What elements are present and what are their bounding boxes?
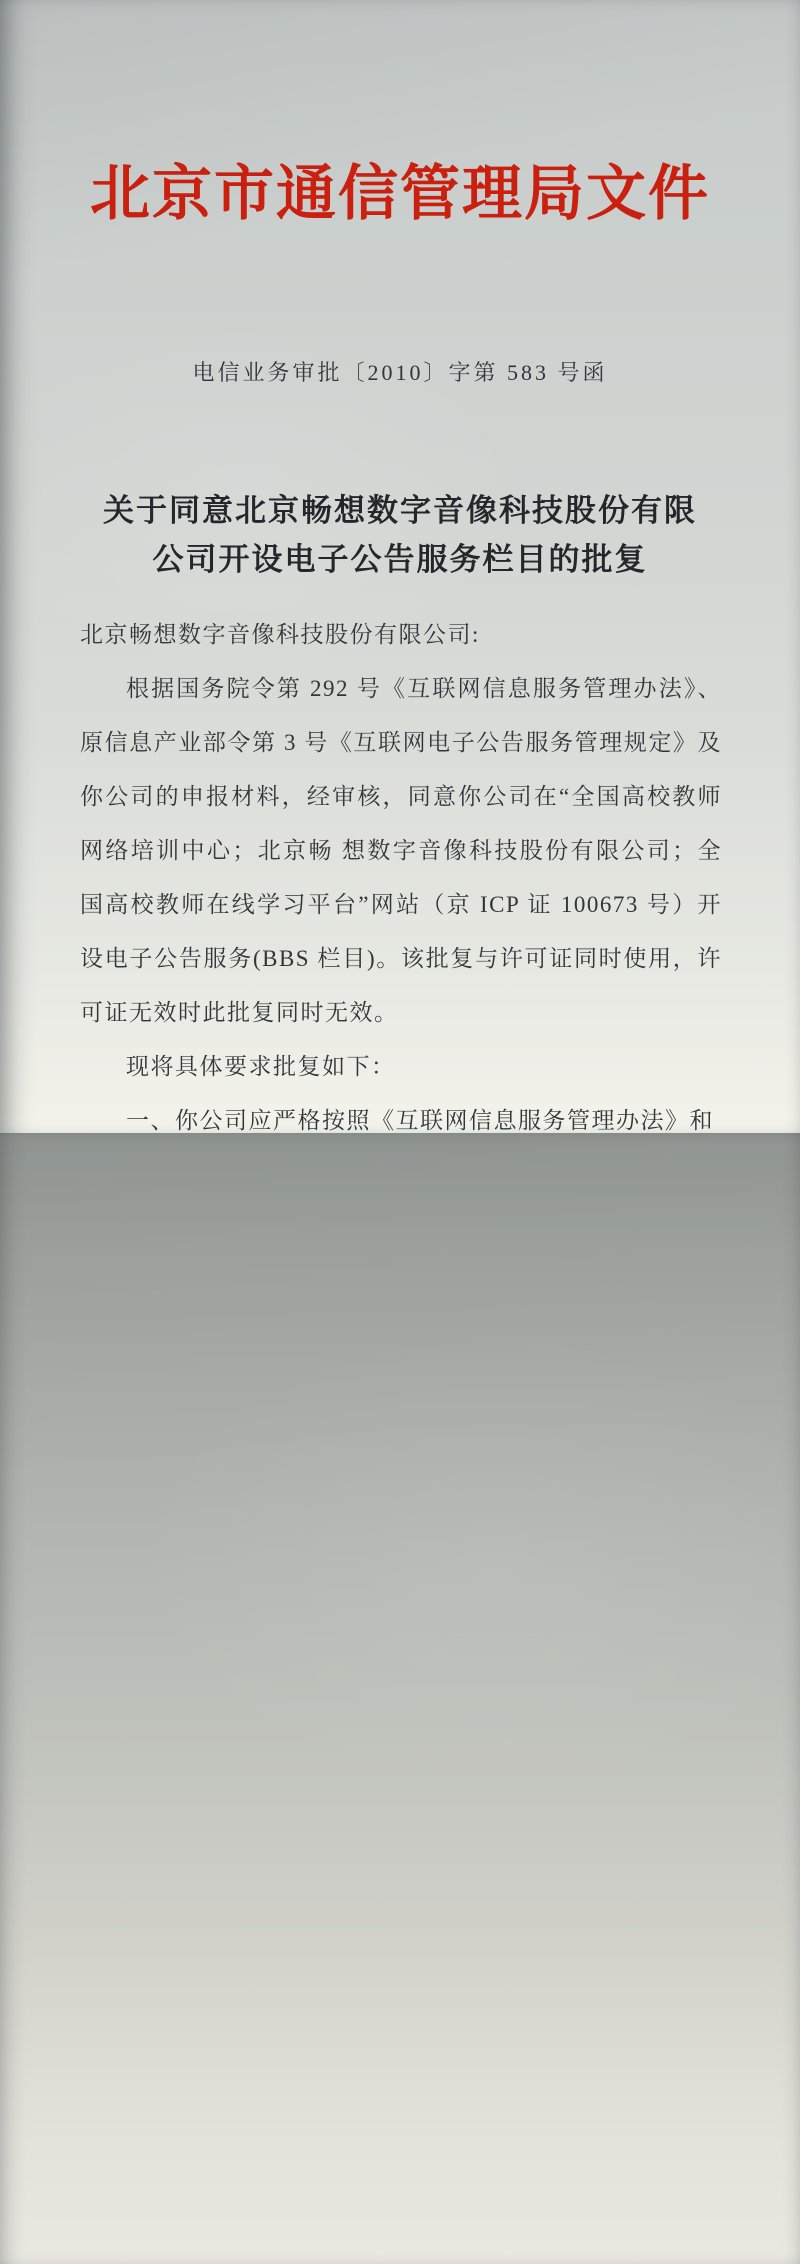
document-number: 电信业务审批〔2010〕字第 583 号函 (192, 360, 608, 385)
document-title-line1: 关于同意北京畅想数字音像科技股份有限 (103, 493, 697, 528)
salutation: 北京畅想数字音像科技股份有限公司: (80, 622, 480, 647)
page1-paragraph-3: 一、你公司应严格按照《互联网信息服务管理办法》和 (126, 1108, 714, 1133)
document-title-line2: 公司开设电子公告服务栏目的批复 (152, 542, 648, 577)
page2-photo (0, 1133, 800, 2264)
page1-paragraph-2: 现将具体要求批复如下： (126, 1054, 396, 1079)
page1-body (80, 608, 722, 1133)
document-title (40, 486, 760, 584)
page1-paragraph-1: 根据国务院令第 292 号《互联网信息服务管理办法》、原信息产业部令第 3 号《互联网电子公告服务管理规定》及你公司的申报材料，经审核，同意你公司在“全国高校教师网络培训中心；北京畅 想数字音像科技股份有限公司；全国高校教师在线学习平台”网站（京 ICP 证 100673 号）开设电子公告服务(BBS 栏目)。该批复与许可证同时使用，许可证无效时此批复同时无效。 (80, 676, 722, 1025)
document-header-title: 北京市通信管理局文件 (90, 161, 710, 227)
